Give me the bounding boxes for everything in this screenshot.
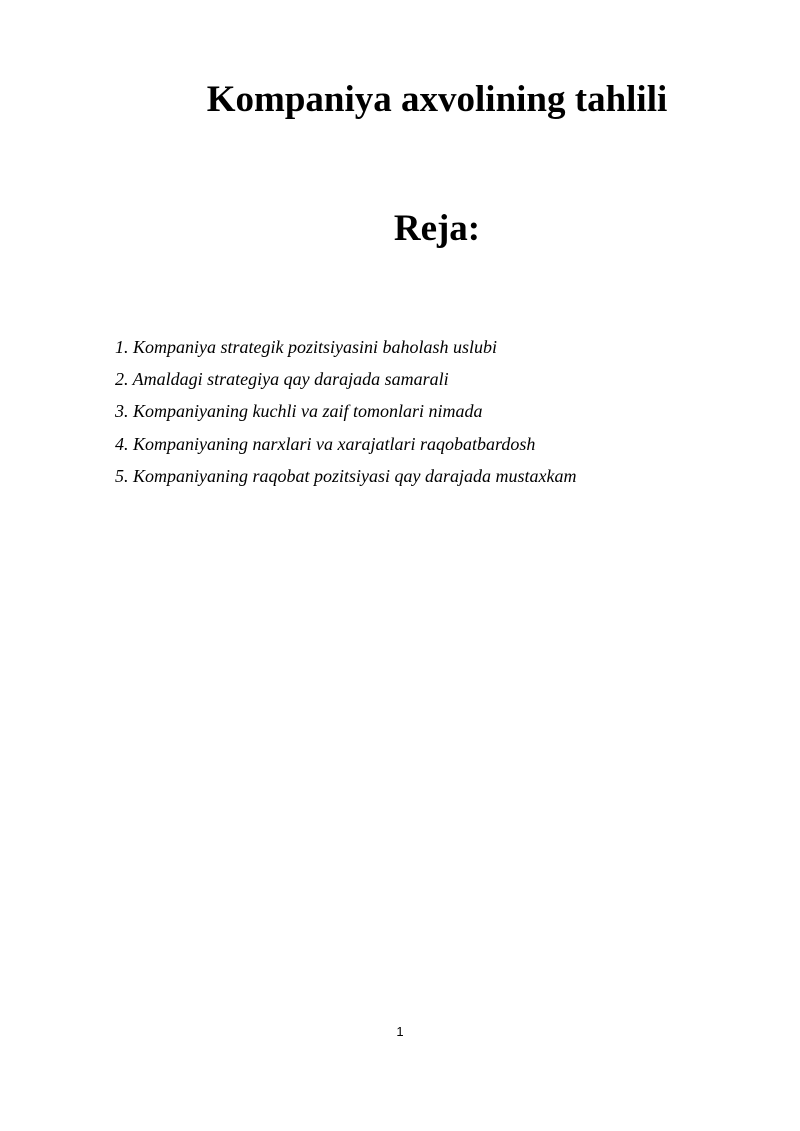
plan-list — [115, 335, 755, 496]
document-title: Kompaniya axvolining tahlili — [206, 79, 668, 120]
plan-item-3: 3. Kompaniyaning kuchli va zaif tomonlari nimada — [115, 401, 483, 422]
plan-item-5: 5. Kompaniyaning raqobat pozitsiyasi qay darajada mustaxkam — [115, 465, 577, 486]
plan-heading: Reja: — [393, 208, 481, 249]
page-number: 1 — [396, 1024, 404, 1039]
plan-item-1: 1. Kompaniya strategik pozitsiyasini baholash uslubi — [115, 337, 498, 357]
plan-item-4: 4. Kompaniyaning narxlari va xarajatlari raqobatbardosh — [115, 433, 536, 454]
plan-item-2: 2. Amaldagi strategiya qay darajada samarali — [115, 369, 449, 390]
